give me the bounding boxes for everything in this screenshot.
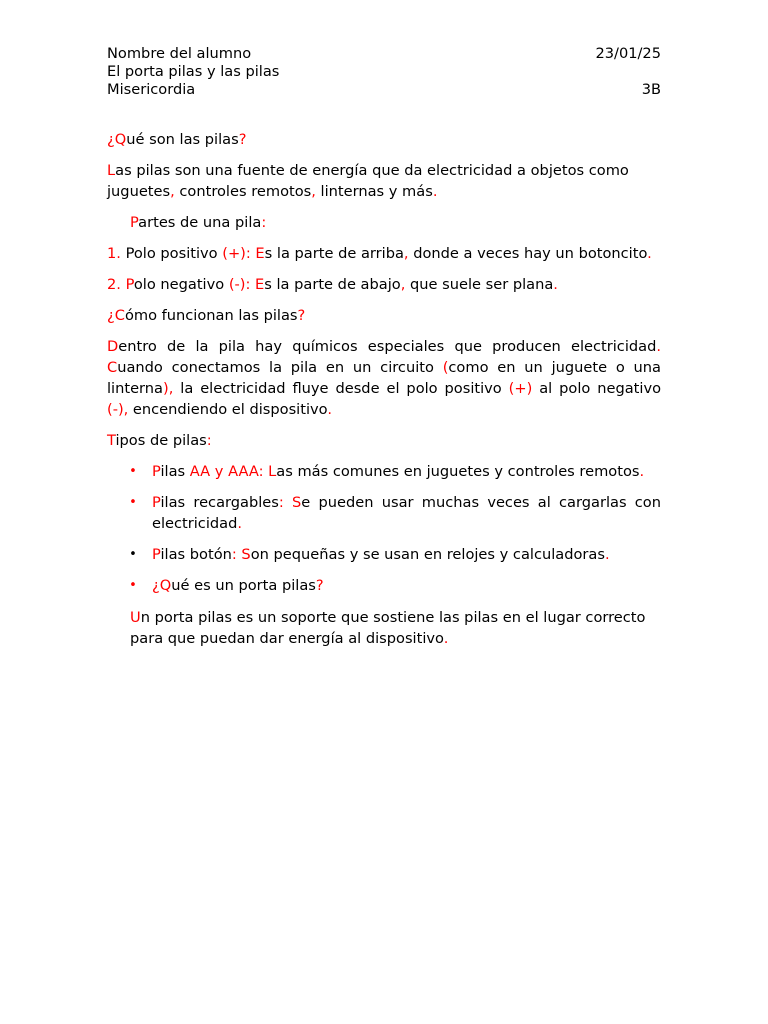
item-negative-pole: 2. Polo negativo (-): Es la parte de abajo, que suele ser plana.	[107, 276, 558, 293]
paragraph-battery-holder: Un porta pilas es un soporte que sostiene las pilas en el lugar correcto para que puedan dar energía al dispositivo.	[130, 609, 646, 647]
heading-battery-parts: Partes de una pila:	[130, 214, 267, 231]
paragraph-batteries-definition: Las pilas son una fuente de energía que da electricidad a objetos como juguetes, controles remotos, linternas y más.	[107, 162, 629, 200]
bullet-icon: •	[129, 464, 137, 479]
question-how-batteries-work: ¿Cómo funcionan las pilas?	[107, 307, 306, 324]
group-label: 3B	[641, 81, 661, 98]
list-item: • Pilas recargables: Se pueden usar muchas veces al cargarlas con electricidad.	[129, 494, 661, 532]
bullet-icon: •	[129, 495, 137, 510]
subject-label: El porta pilas y las pilas	[107, 63, 280, 80]
paragraph-how-batteries-work: Dentro de la pila hay químicos especiales que producen electricidad. Cuando conectamos la pila en un circuito (como en un juguete o una linterna), la electricidad fluye desde el polo positivo (+) al polo negativo (-), encendiendo el dispositivo.	[107, 338, 662, 418]
student-name-label: Nombre del alumno	[107, 45, 252, 62]
bullet-icon: •	[129, 578, 137, 593]
document-body	[107, 45, 661, 649]
header-row-1	[107, 45, 661, 63]
date-label: 23/01/25	[595, 45, 661, 62]
header-row-2	[107, 63, 661, 81]
school-label: Misericordia	[107, 81, 196, 98]
header-row-3	[107, 81, 661, 99]
battery-types-list	[107, 461, 661, 596]
heading-battery-types: Tipos de pilas:	[107, 432, 212, 449]
item-positive-pole: 1. Polo positivo (+): Es la parte de arriba, donde a veces hay un botoncito.	[107, 245, 652, 262]
list-item: • ¿Qué es un porta pilas?	[129, 577, 324, 594]
list-item: • Pilas AA y AAA: Las más comunes en juguetes y controles remotos.	[129, 463, 645, 480]
question-what-are-batteries: ¿Qué son las pilas?	[107, 131, 247, 148]
list-item: • Pilas botón: Son pequeñas y se usan en relojes y calculadoras.	[129, 546, 610, 563]
bullet-icon: •	[129, 547, 137, 562]
